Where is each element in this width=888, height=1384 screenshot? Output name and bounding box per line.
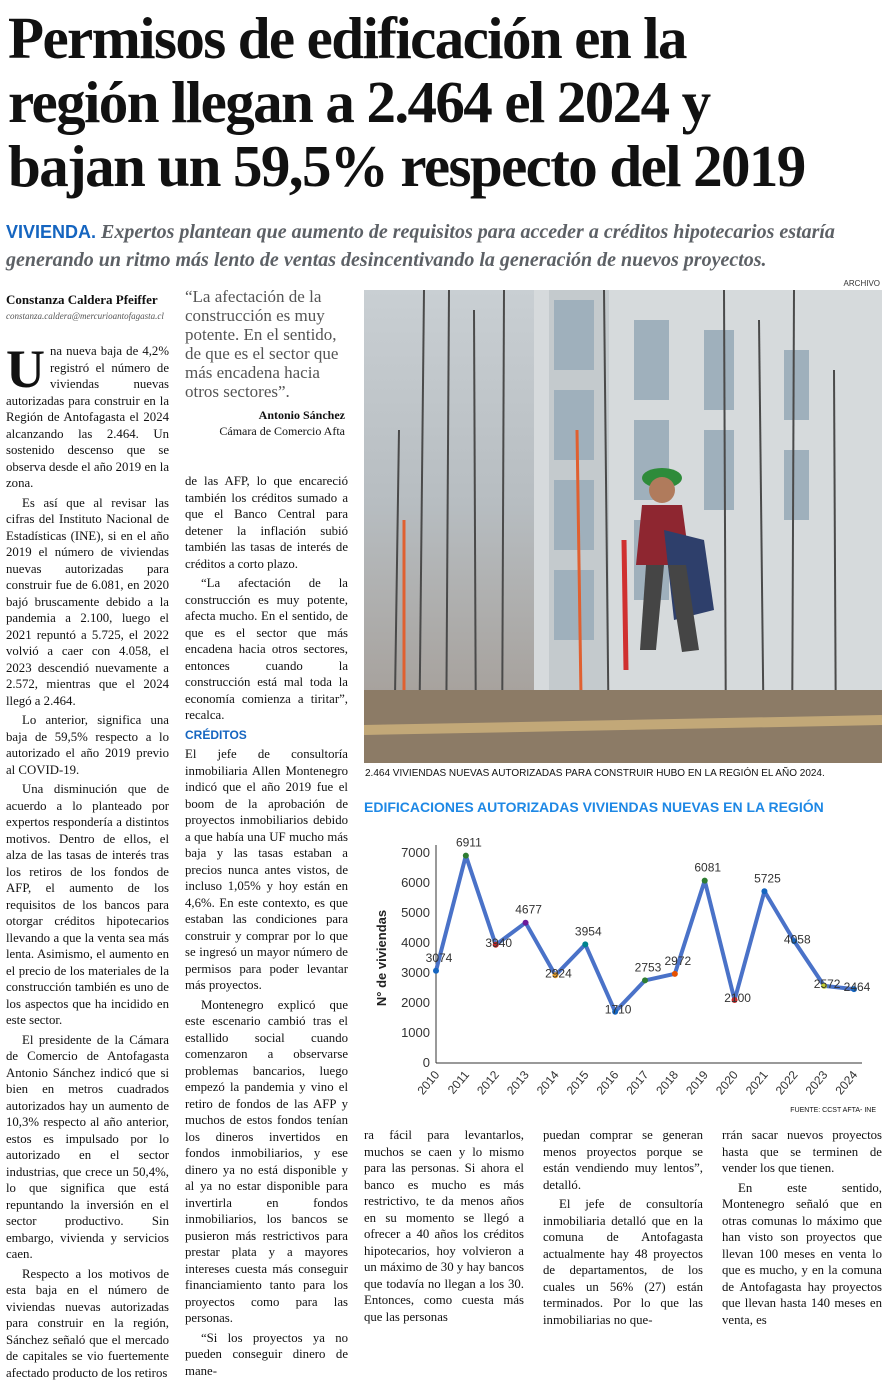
x-tick-label: 2021 bbox=[742, 1067, 771, 1098]
pull-quote: “La afectación de la construcción es muy potente. En el sentido, de que es el sector que más encadena hacia otros sectores”. bbox=[185, 287, 339, 401]
data-point bbox=[702, 878, 708, 884]
x-tick-label: 2014 bbox=[533, 1067, 562, 1098]
line-chart bbox=[364, 825, 882, 1125]
paragraph: El jefe de consultoría inmobiliaria detalló que en la comuna de Antofagasta actualmente hay 48 proyectos de departamentos, de los cuales un 56% (27) están terminados. Por lo que las inmobiliarias no que- bbox=[543, 1197, 703, 1327]
data-label: 1710 bbox=[604, 1002, 632, 1017]
y-tick-label: 1000 bbox=[401, 1025, 430, 1040]
data-label: 6911 bbox=[455, 835, 482, 850]
data-label: 5725 bbox=[754, 871, 781, 886]
data-point bbox=[642, 977, 648, 983]
data-label: 3954 bbox=[574, 924, 602, 939]
headline-line: bajan un 59,5% respecto del 2019 bbox=[8, 133, 805, 199]
y-tick-label: 5000 bbox=[401, 905, 430, 920]
y-tick-label: 7000 bbox=[401, 845, 430, 860]
article-column-1 bbox=[6, 339, 169, 1384]
x-tick-label: 2015 bbox=[563, 1067, 592, 1098]
y-tick-label: 0 bbox=[422, 1055, 430, 1070]
section-subhead: CRÉDITOS bbox=[185, 727, 247, 742]
y-tick-label: 3000 bbox=[401, 965, 430, 980]
data-label: 6081 bbox=[694, 860, 722, 875]
data-label: 2753 bbox=[634, 960, 662, 975]
paragraph: de las AFP, lo que encareció también los créditos sumado a que el Banco Central para detener la inflación subió también las tasas de interés de créditos a corto plazo. bbox=[185, 474, 348, 571]
data-point bbox=[433, 968, 439, 974]
data-label: 2464 bbox=[843, 980, 871, 995]
paragraph: “La afectación de la construcción es muy potente, afecta mucho. En el sentido, de que es el sector que más encadena hacia otros sectores, entonces cuando la construcción está mal toda la economía comienza a tiritar”, recalca. bbox=[185, 576, 348, 722]
paragraph: “Si los proyectos ya no pueden conseguir dinero de mane- bbox=[185, 1330, 348, 1378]
x-tick-label: 2020 bbox=[712, 1067, 741, 1098]
subheadline bbox=[6, 218, 884, 274]
pull-quote-name: Antonio Sánchez bbox=[258, 408, 345, 422]
data-label: 4058 bbox=[783, 932, 811, 947]
x-tick-label: 2012 bbox=[474, 1067, 503, 1098]
headline bbox=[8, 6, 883, 198]
paragraph: El presidente de la Cámara de Comercio de Antofagasta Antonio Sánchez indicó que si bien en metros cuadrados autorizados hay un aumento de 10,3% respecto al año anterior, estos es impulsado por lo autorizado en el sector industrias, que crece un 50,4%, lo que significa que está repuntando la inversión en el sector productivo. Sin embargo, vivienda y servicios caen. bbox=[6, 1032, 169, 1261]
data-point bbox=[582, 941, 588, 947]
paragraph: Respecto a los motivos de esta baja en el número de viviendas nuevas autorizadas para construir en la región, Sánchez señaló que el mercado de capitales se vio fuertemente afectado producto de los retiros bbox=[6, 1266, 169, 1380]
y-axis-label: N° de viviendas bbox=[374, 909, 389, 1007]
paragraph: Lo anterior, significa una baja de 59,5% respecto a lo autorizado el año 2019 previo al COVID-19. bbox=[6, 713, 169, 777]
headline-line: Permisos de edificación en la bbox=[8, 5, 686, 71]
data-label: 3074 bbox=[425, 950, 453, 965]
section-kicker: VIVIENDA. bbox=[6, 222, 97, 242]
article-column-5 bbox=[722, 1127, 882, 1331]
paragraph: rrán sacar nuevos proyectos hasta que se terminen de vender los que tienen. bbox=[722, 1128, 882, 1175]
drop-cap: U bbox=[6, 339, 45, 399]
data-label: 3940 bbox=[485, 935, 513, 950]
y-tick-label: 4000 bbox=[401, 935, 430, 950]
photo-credit: ARCHIVO bbox=[843, 279, 880, 288]
paragraph: Una nueva baja de 4,2% registró el número de viviendas nuevas autorizadas para construir en la Región de Antofagasta el 2024 alcanzando las 2.464. Un sostenido descenso que se observa desde el año 2019 en la zona. bbox=[6, 339, 169, 490]
subheadline-text: Expertos plantean que aumento de requisitos para acceder a créditos hipotecarios estaría generando un ritmo más lento de ventas desincentivando la generación de nuevos proyectos. bbox=[6, 221, 835, 271]
pull-quote-attribution bbox=[190, 407, 345, 439]
data-label: 2572 bbox=[813, 976, 841, 991]
x-tick-label: 2022 bbox=[772, 1067, 801, 1098]
data-label: 4677 bbox=[515, 902, 542, 917]
data-point bbox=[761, 888, 767, 894]
article-column-3 bbox=[364, 1127, 524, 1328]
headline-line: región llegan a 2.464 el 2024 y bbox=[8, 69, 710, 135]
x-tick-label: 2010 bbox=[414, 1067, 443, 1098]
chart-source: FUENTE: CCST AFTA- INE bbox=[790, 1107, 876, 1114]
y-tick-label: 6000 bbox=[401, 875, 430, 890]
data-point bbox=[523, 920, 529, 926]
data-label: 2924 bbox=[545, 966, 572, 981]
paragraph: ra fácil para levantarlos, muchos se caen y lo mismo para las personas. Si ahora el banco es mucho es más restrictivo, te da menos años en su momento se llegó a ofrecer a 40 años los créditos hipotecarios, hoy volvieron a un máximo de 30 y hay bancos que todavía no llegan a los 30. Entonces, como cuesta más que las personas bbox=[364, 1128, 524, 1324]
author-email: constanza.caldera@mercurioantofagasta.cl bbox=[6, 311, 164, 321]
paragraph: Montenegro explicó que este escenario cambió tras el estallido social cuando comenzaron a observarse problemas bancarios, luego empezó la pandemia y vino el retiro de fondos de las AFP y muchos de estos fondos tenían los dineros invertidos en fondos inmobiliarios, y ese dinero ya no está disponible y al ya no estar disponible para invertirla en fondos inmobiliarios, los bancos se pusieron más restrictivos para prestar plata y a mayores intereses cuesta más conseguir financiamiento tanto para los proyectos como para las personas. bbox=[185, 997, 348, 1325]
paragraph: El jefe de consultoría inmobiliaria Allen Montenegro indicó que el año 2019 fue el boom de la aprobación de proyectos inmobiliarios debido a que había una UF mucho más baja y las tasas estaban a precios nunca antes vistos, de incluso 1,05% y hoy están en 4,6%. En este contexto, es que estaban las condiciones para construir y comprar por lo que se ingresó un mayor número de permisos para poder levantar más proyectos. bbox=[185, 747, 348, 992]
data-point bbox=[463, 853, 469, 859]
data-label: 2100 bbox=[724, 991, 751, 1005]
data-point bbox=[672, 971, 678, 977]
chart-title: EDIFICACIONES AUTORIZADAS VIVIENDAS NUEVAS EN LA REGIÓN bbox=[364, 799, 824, 815]
x-tick-label: 2018 bbox=[653, 1067, 682, 1098]
pull-quote-org: Cámara de Comercio Afta bbox=[219, 424, 345, 438]
paragraph: puedan comprar se generan menos proyectos porque se están vendiendo muy lentos”, detalló. bbox=[543, 1128, 703, 1192]
x-tick-label: 2019 bbox=[683, 1067, 712, 1098]
y-tick-label: 2000 bbox=[401, 995, 430, 1010]
x-tick-label: 2013 bbox=[503, 1067, 532, 1098]
x-tick-label: 2023 bbox=[802, 1067, 831, 1098]
article-column-2 bbox=[185, 473, 348, 1382]
x-tick-label: 2016 bbox=[593, 1067, 622, 1098]
x-tick-label: 2024 bbox=[832, 1067, 861, 1098]
data-label: 2972 bbox=[664, 953, 692, 968]
photo-caption: 2.464 VIVIENDAS NUEVAS AUTORIZADAS PARA CONSTRUIR HUBO EN LA REGIÓN EL AÑO 2024. bbox=[365, 768, 825, 779]
paragraph: Una disminución que de acuerdo a lo planteado por expertos respondería a distintos motivos. Dentro de ellos, el alza de las tasas de interés tras los retiros de los fondos de AFP, el aumento de los requisitos de los bancos para otorgar créditos hipotecarios llevando a que la venta sea más lenta. Asimismo, el aumento en el precio de los materiales de la construcción también es uno de los aspectos que ha incidido en este sector. bbox=[6, 782, 169, 1027]
x-tick-label: 2017 bbox=[623, 1067, 652, 1098]
x-tick-label: 2011 bbox=[444, 1067, 473, 1097]
author-name: Constanza Caldera Pfeiffer bbox=[6, 292, 158, 307]
photo-illustration bbox=[364, 290, 882, 763]
article-column-4 bbox=[543, 1127, 703, 1331]
byline bbox=[6, 292, 176, 321]
construction-photo bbox=[364, 290, 882, 763]
paragraph: En este sentido, Montenegro señaló que en otras comunas lo máximo que han visto son proyectos que llevan 100 meses en venta lo que es mucho, y en la comuna de Antofagasta hay proyectos que llevan hasta 140 meses en venta, es bbox=[722, 1180, 882, 1327]
paragraph: Es así que al revisar las cifras del Instituto Nacional de Estadísticas (INE), si en el año 2019 el número de viviendas nuevas autorizadas para construir fue de 6.081, en 2020 bajó bruscamente debido a la pandemia a 2.100, luego el 2021 repuntó a 5.725, el 2022 volvió a caer con 4.058, el 2023 descendió nuevamente a 2.572, mientras que el 2024 llegó a 2.464. bbox=[6, 495, 169, 708]
